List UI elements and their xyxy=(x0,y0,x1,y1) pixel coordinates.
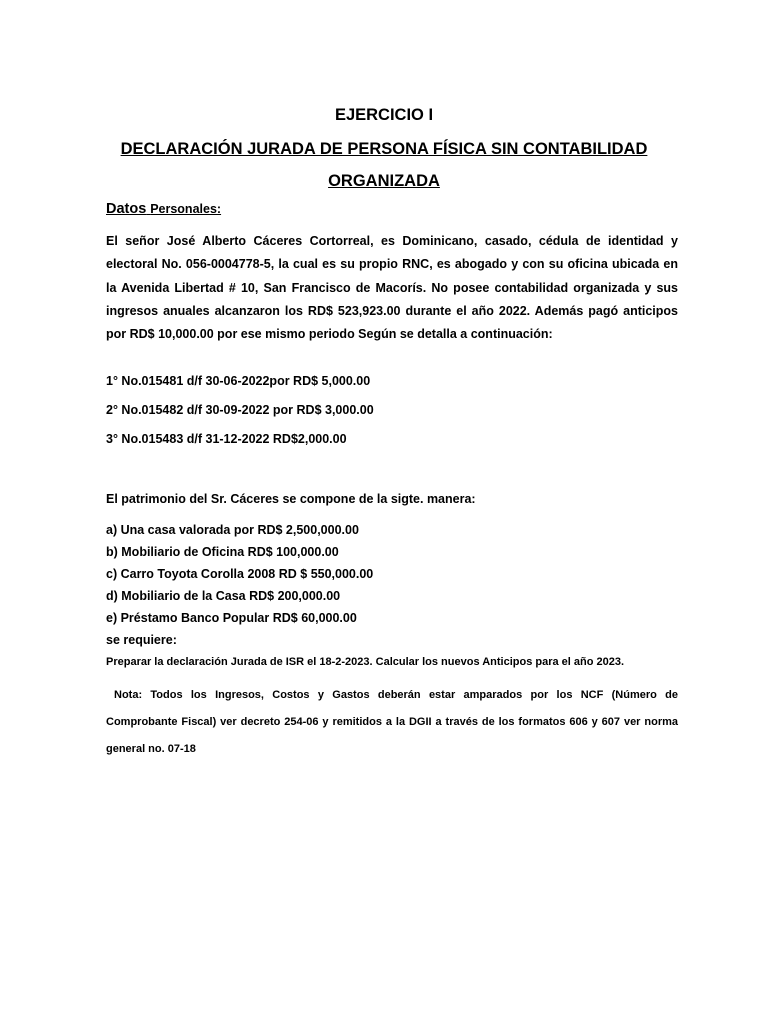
patrimonio-item-d: d) Mobiliario de la Casa RD$ 200,000.00 xyxy=(106,589,341,603)
declaration-title-line2: ORGANIZADA xyxy=(328,172,440,190)
exercise-title: EJERCICIO I xyxy=(334,106,434,124)
section-label xyxy=(106,200,221,217)
note-paragraph: Nota: Todos los Ingresos, Costos y Gastos deberán estar amparados por los NCF (Número de Comprobante Fiscal) ver decreto 254-06 y remitidos a la DGII a través de los formatos 606 y 607 ver norma general no. 07-18 xyxy=(106,689,678,755)
patrimonio-item-b: b) Mobiliario de Oficina RD$ 100,000.00 xyxy=(106,545,339,559)
anticipo-item-3: 3° No.015483 d/f 31-12-2022 RD$2,000.00 xyxy=(106,432,347,446)
requiere-text: Preparar la declaración Jurada de ISR el 18-2-2023. Calcular los nuevos Anticipos para el año 2023. xyxy=(106,656,625,668)
patrimonio-item-e: e) Préstamo Banco Popular RD$ 60,000.00 xyxy=(106,611,357,625)
section-label-personales: Personales: xyxy=(150,202,222,216)
patrimonio-item-c: c) Carro Toyota Corolla 2008 RD $ 550,000.00 xyxy=(106,567,374,581)
declaration-title-line1: DECLARACIÓN JURADA DE PERSONA FÍSICA SIN CONTABILIDAD xyxy=(120,140,648,158)
anticipo-item-2: 2° No.015482 d/f 30-09-2022 por RD$ 3,000.00 xyxy=(106,403,374,417)
section-label-datos: Datos xyxy=(106,201,147,217)
patrimonio-item-a: a) Una casa valorada por RD$ 2,500,000.00 xyxy=(106,523,359,537)
requiere-label: se requiere: xyxy=(106,633,177,647)
patrimonio-intro: El patrimonio del Sr. Cáceres se compone de la sigte. manera: xyxy=(106,492,476,506)
intro-paragraph: El señor José Alberto Cáceres Cortorreal, es Dominicano, casado, cédula de identidad y electoral No. 056-0004778-5, la cual es su propio RNC, es abogado y con su oficina ubicada en la Avenida Libertad # 10, San Francisco de Macorís. No posee contabilidad organizada y sus ingresos anuales alcanzaron los RD$ 523,923.00 durante el año 2022. Además pagó anticipos por RD$ 10,000.00 por ese mismo periodo Según se detalla a continuación: xyxy=(106,234,678,342)
anticipo-item-1: 1° No.015481 d/f 30-06-2022por RD$ 5,000.00 xyxy=(106,374,371,388)
